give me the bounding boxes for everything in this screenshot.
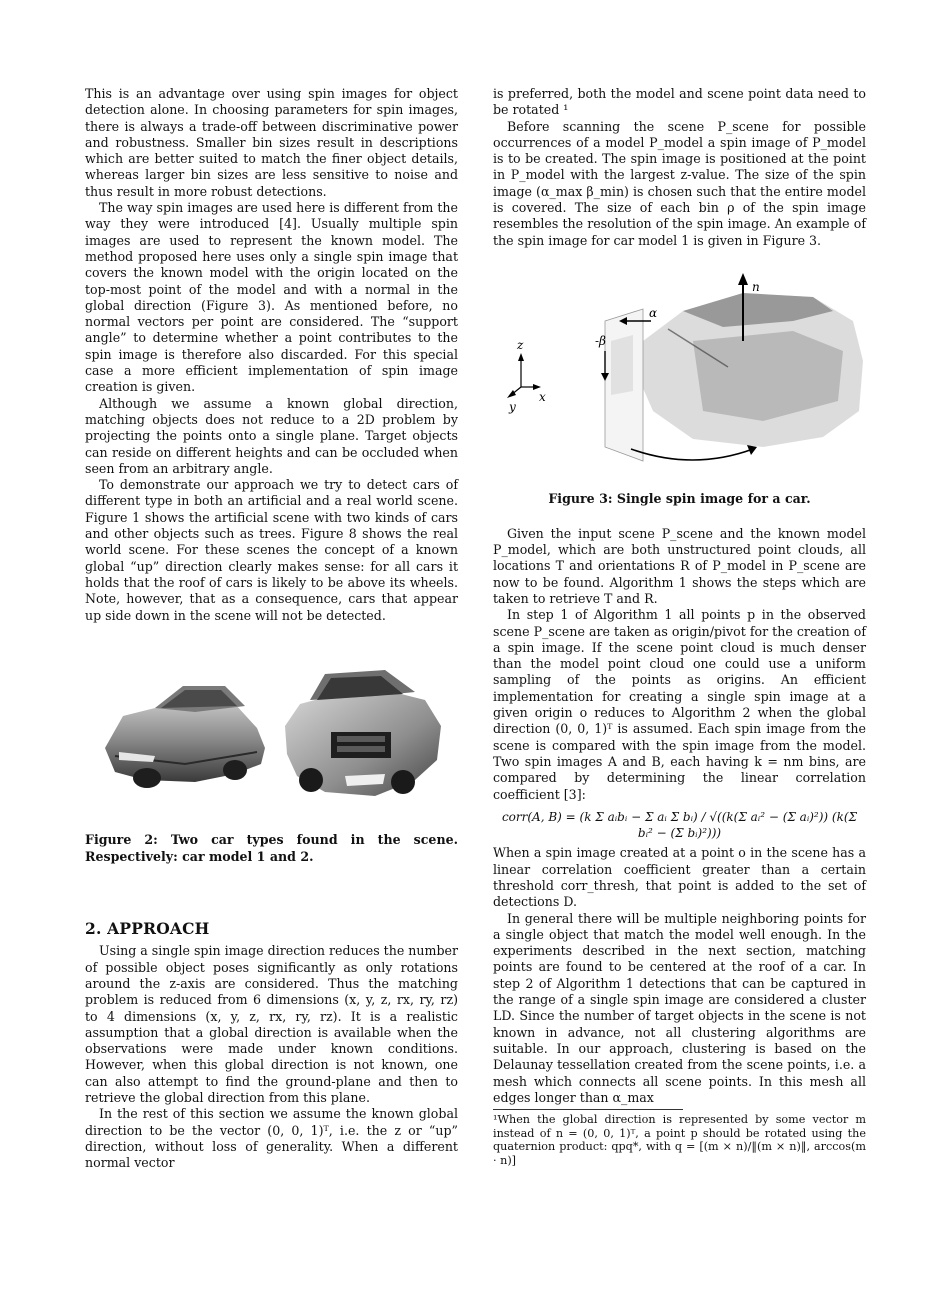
paragraph: is preferred, both the model and scene point data need to be rotated ¹: [493, 86, 866, 118]
paragraph: This is an advantage over using spin images for object detection alone. In choosing parameters for spin images, there is always a trade-off between discriminative power and robustness. Smaller bin sizes result in descriptions which are better suited to match the finer object details, whereas larger bin sizes are less sensitive to noise and thus result in more robust detections.: [85, 86, 458, 199]
right-column: [493, 86, 866, 1167]
car-model-1-icon: [105, 686, 265, 788]
car-model-2-icon: [285, 670, 441, 796]
footnote: ¹When the global direction is represented by some vector m instead of n = (0, 0, 1)ᵀ, a point p should be rotated using the quaternion product: qpq*, with q = [(m × n)/‖(m × n)‖, arccos(m · n)]: [493, 1113, 866, 1167]
beta-label: -β: [595, 333, 606, 348]
section-heading: 2. APPROACH: [85, 919, 210, 939]
x-axis-label: x: [539, 389, 546, 404]
spin-image-figure: [493, 271, 866, 471]
correlation-equation: corr(A, B) = (k Σ aᵢbᵢ − Σ aᵢ Σ bᵢ) / √((k(Σ aᵢ² − (Σ aᵢ)²)) (k(Σ bᵢ² − (Σ bᵢ)²))): [501, 809, 858, 841]
paragraph: The way spin images are used here is different from the way they were introduced [4]. Usually multiple spin images are used to represent the known model. The method proposed here uses only a single spin image that covers the known model with the origin located on the top-most point of the model and with a normal in the global direction (Figure 3). As mentioned before, no normal vectors per point are considered. The “support angle” to determine whether a point contributes to the spin image is therefore also discarded. For this special case a more efficient implementation of spin image creation is given.: [85, 200, 458, 395]
car-renderings-image: [85, 656, 458, 806]
spin-image-plane: [605, 309, 643, 461]
footnote-rule: [493, 1109, 683, 1110]
left-column: [85, 86, 458, 1172]
paragraph: Using a single spin image direction reduces the number of possible object poses significantly as only rotations around the z-axis are considered. Thus the matching problem is reduced from 6 dimensions (x, y, z, rx, ry, rz) to 4 dimensions (x, y, z, rx, ry, rz). It is a realistic assumption that a global direction is available when the observations were made under known conditions. However, when this global direction is not known, one can also attempt to find the ground-plane and then to retrieve the global direction from this plane.: [85, 943, 458, 1106]
paragraph: Before scanning the scene P_scene for possible occurrences of a model P_model a spin image of P_model is to be created. The spin image is positioned at the point in P_model with the largest z-value. The size of the spin image (α_max β_min) is chosen such that the entire model is covered. The size of each bin ρ of the spin image resembles the resolution of the spin image. An example of the spin image for car model 1 is given in Figure 3.: [493, 118, 866, 248]
z-axis-label: z: [517, 337, 524, 352]
figure-2: [85, 656, 458, 865]
y-axis-label: y: [509, 399, 516, 414]
paragraph: In general there will be multiple neighboring points for a single object that match the model well enough. In the experiments described in the next section, matching points are found to be centered at the roof of a car. In step 2 of Algorithm 1 detections that can be captured in the range of a single spin image are considered a cluster LD. Since the number of target objects in the scene is not known in advance, not all clustering algorithms are suitable. In our approach, clustering is based on the Delaunay tessellation created from the scene points, i.e. a mesh which connects all scene points. In this mesh all edges longer than α_max: [493, 910, 866, 1105]
axes-icon: [507, 338, 546, 414]
paragraph: In step 1 of Algorithm 1 all points p in the observed scene P_scene are taken as origin/pivot for the creation of a spin image. If the scene point cloud is much denser than the model point cloud one could use a uniform sampling of the points as origins. An efficient implementation for creating a single spin image at a given origin o reduces to Algorithm 2 when the global direction (0, 0, 1)ᵀ is assumed. Each spin image from the scene is compared with the spin image from the model. Two spin images A and B, each having k = nm bins, are compared by determining the linear correlation coefficient [3]:: [493, 607, 866, 802]
n-label: n: [752, 279, 760, 294]
figure-2-caption: Figure 2: Two car types found in the scene. Respectively: car model 1 and 2.: [85, 832, 458, 864]
paragraph: When a spin image created at a point o in the scene has a linear correlation coefficient greater than a certain threshold corr_thresh, that point is added to the set of detections D.: [493, 845, 866, 910]
point-cloud-car-icon: [639, 293, 863, 447]
paragraph: Although we assume a known global direction, matching objects does not reduce to a 2D problem by projecting the points onto a single plane. Target objects can reside on different heights and can be occluded when seen from an arbitrary angle.: [85, 395, 458, 476]
paragraph: Given the input scene P_scene and the known model P_model, which are both unstructured point clouds, all locations T and orientations R of P_model in P_scene are now to be found. Algorithm 1 shows the steps which are taken to retrieve T and R.: [493, 525, 866, 606]
figure-3-caption: Figure 3: Single spin image for a car.: [548, 491, 811, 507]
figure-3: [493, 271, 866, 508]
paragraph: To demonstrate our approach we try to detect cars of different type in both an artificial and a real world scene. Figure 1 shows the artificial scene with two kinds of cars and other objects such as trees. Figure 8 shows the real world scene. For these scenes the concept of a known global “up” direction clearly makes sense: for all cars it holds that the roof of cars is likely to be above its wheels. Note, however, that as a consequence, cars that appear up side down in the scene will not be detected.: [85, 477, 458, 623]
alpha-label: α: [649, 305, 658, 320]
paragraph: In the rest of this section we assume the known global direction to be the vector (0, 0, 1)ᵀ, i.e. the z or “up” direction, without loss of generality. When a different normal vector: [85, 1106, 458, 1171]
